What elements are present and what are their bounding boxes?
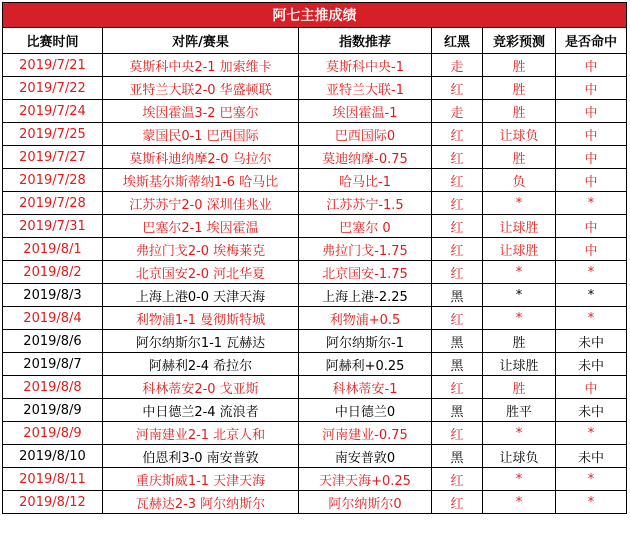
cell-match: 埃因霍温3-2 巴塞尔 — [103, 100, 299, 123]
cell-date: 2019/8/2 — [3, 261, 103, 284]
cell-prediction: * — [483, 422, 556, 445]
cell-match: 阿尔纳斯尔1-1 瓦赫达 — [103, 330, 299, 353]
cell-result: 红 — [432, 261, 483, 284]
cell-match: 阿赫利2-4 希拉尔 — [103, 353, 299, 376]
cell-prediction: 胜 — [483, 100, 556, 123]
cell-tip: 天津天海+0.25 — [299, 468, 432, 491]
table-row — [3, 468, 627, 491]
table-row — [3, 445, 627, 468]
table-row — [3, 422, 627, 445]
cell-result: 黑 — [432, 330, 483, 353]
table-row — [3, 261, 627, 284]
table-row — [3, 169, 627, 192]
table-row — [3, 238, 627, 261]
cell-match: 弗拉门戈2-0 埃梅莱克 — [103, 238, 299, 261]
cell-prediction: * — [483, 192, 556, 215]
cell-tip: 中日德兰0 — [299, 399, 432, 422]
cell-prediction: 让球胜 — [483, 238, 556, 261]
table-row — [3, 491, 627, 514]
cell-date: 2019/7/31 — [3, 215, 103, 238]
cell-prediction: 让球负 — [483, 123, 556, 146]
header-date: 比赛时间 — [3, 28, 103, 54]
table-row — [3, 376, 627, 399]
table-row — [3, 399, 627, 422]
cell-prediction: 胜 — [483, 54, 556, 77]
cell-hit: 中 — [556, 54, 627, 77]
title-row — [3, 3, 627, 28]
cell-date: 2019/8/11 — [3, 468, 103, 491]
cell-hit: * — [556, 307, 627, 330]
cell-prediction: 让球胜 — [483, 215, 556, 238]
cell-result: 黑 — [432, 399, 483, 422]
cell-result: 红 — [432, 376, 483, 399]
cell-hit: 中 — [556, 376, 627, 399]
cell-tip: 亚特兰大联-1 — [299, 77, 432, 100]
cell-prediction: 让球胜 — [483, 353, 556, 376]
cell-match: 巴塞尔2-1 埃因霍温 — [103, 215, 299, 238]
cell-result: 红 — [432, 192, 483, 215]
cell-prediction: * — [483, 307, 556, 330]
cell-tip: 阿赫利+0.25 — [299, 353, 432, 376]
cell-result: 红 — [432, 422, 483, 445]
cell-tip: 埃因霍温-1 — [299, 100, 432, 123]
cell-prediction: 负 — [483, 169, 556, 192]
cell-tip: 南安普敦0 — [299, 445, 432, 468]
cell-prediction: 胜 — [483, 376, 556, 399]
cell-hit: * — [556, 284, 627, 307]
table-row — [3, 123, 627, 146]
cell-tip: 江苏苏宁-1.5 — [299, 192, 432, 215]
cell-match: 莫斯科迪纳摩2-0 乌拉尔 — [103, 146, 299, 169]
cell-tip: 利物浦+0.5 — [299, 307, 432, 330]
cell-hit: * — [556, 468, 627, 491]
cell-hit: 未中 — [556, 353, 627, 376]
table-row — [3, 330, 627, 353]
cell-result: 红 — [432, 215, 483, 238]
cell-date: 2019/7/25 — [3, 123, 103, 146]
cell-hit: 未中 — [556, 399, 627, 422]
cell-prediction: 胜平 — [483, 399, 556, 422]
table-body — [3, 54, 627, 514]
cell-prediction: 胜 — [483, 77, 556, 100]
cell-result: 走 — [432, 100, 483, 123]
table-row — [3, 192, 627, 215]
cell-tip: 莫斯科中央-1 — [299, 54, 432, 77]
cell-tip: 巴西国际0 — [299, 123, 432, 146]
cell-tip: 科林蒂安-1 — [299, 376, 432, 399]
cell-date: 2019/7/24 — [3, 100, 103, 123]
header-tip: 指数推荐 — [299, 28, 432, 54]
cell-date: 2019/7/27 — [3, 146, 103, 169]
cell-result: 红 — [432, 146, 483, 169]
cell-hit: 中 — [556, 215, 627, 238]
table-row — [3, 353, 627, 376]
cell-date: 2019/8/10 — [3, 445, 103, 468]
table-row — [3, 54, 627, 77]
cell-match: 瓦赫达2-3 阿尔纳斯尔 — [103, 491, 299, 514]
cell-date: 2019/8/4 — [3, 307, 103, 330]
cell-tip: 阿尔纳斯尔0 — [299, 491, 432, 514]
table-row — [3, 146, 627, 169]
table-row — [3, 215, 627, 238]
cell-tip: 北京国安-1.75 — [299, 261, 432, 284]
cell-match: 中日德兰2-4 流浪者 — [103, 399, 299, 422]
cell-result: 红 — [432, 238, 483, 261]
header-prediction: 竞彩预测 — [483, 28, 556, 54]
cell-prediction: * — [483, 491, 556, 514]
cell-date: 2019/8/8 — [3, 376, 103, 399]
header-result: 红黑 — [432, 28, 483, 54]
cell-date: 2019/8/9 — [3, 422, 103, 445]
cell-tip: 巴塞尔 0 — [299, 215, 432, 238]
results-table — [2, 2, 627, 514]
cell-prediction: 胜 — [483, 146, 556, 169]
cell-date: 2019/8/9 — [3, 399, 103, 422]
cell-prediction: 让球负 — [483, 445, 556, 468]
cell-result: 红 — [432, 169, 483, 192]
cell-match: 伯恩利3-0 南安普敦 — [103, 445, 299, 468]
cell-hit: 未中 — [556, 330, 627, 353]
cell-hit: 中 — [556, 77, 627, 100]
cell-match: 利物浦1-1 曼彻斯特城 — [103, 307, 299, 330]
results-table-container — [2, 2, 626, 514]
cell-result: 走 — [432, 54, 483, 77]
cell-date: 2019/8/7 — [3, 353, 103, 376]
cell-date: 2019/7/28 — [3, 192, 103, 215]
cell-date: 2019/8/1 — [3, 238, 103, 261]
cell-prediction: 胜 — [483, 330, 556, 353]
cell-hit: * — [556, 422, 627, 445]
table-row — [3, 77, 627, 100]
table-row — [3, 307, 627, 330]
cell-match: 重庆斯威1-1 天津天海 — [103, 468, 299, 491]
cell-prediction: * — [483, 261, 556, 284]
cell-date: 2019/7/28 — [3, 169, 103, 192]
header-match: 对阵/赛果 — [103, 28, 299, 54]
cell-match: 上海上港0-0 天津天海 — [103, 284, 299, 307]
cell-prediction: * — [483, 284, 556, 307]
table-row — [3, 100, 627, 123]
cell-match: 蒙国民0-1 巴西国际 — [103, 123, 299, 146]
cell-match: 北京国安2-0 河北华夏 — [103, 261, 299, 284]
cell-hit: * — [556, 192, 627, 215]
cell-result: 红 — [432, 468, 483, 491]
cell-tip: 哈马比-1 — [299, 169, 432, 192]
cell-match: 埃斯基尔斯蒂纳1-6 哈马比 — [103, 169, 299, 192]
cell-match: 河南建业2-1 北京人和 — [103, 422, 299, 445]
cell-hit: 未中 — [556, 445, 627, 468]
header-hit: 是否命中 — [556, 28, 627, 54]
header-row — [3, 28, 627, 54]
cell-date: 2019/8/3 — [3, 284, 103, 307]
cell-hit: 中 — [556, 169, 627, 192]
cell-match: 科林蒂安2-0 戈亚斯 — [103, 376, 299, 399]
cell-result: 红 — [432, 307, 483, 330]
cell-match: 亚特兰大联2-0 华盛顿联 — [103, 77, 299, 100]
cell-hit: 中 — [556, 123, 627, 146]
cell-result: 黑 — [432, 284, 483, 307]
cell-date: 2019/7/21 — [3, 54, 103, 77]
table-row — [3, 284, 627, 307]
cell-tip: 莫迪纳摩-0.75 — [299, 146, 432, 169]
cell-match: 江苏苏宁2-0 深圳佳兆业 — [103, 192, 299, 215]
table-title: 阿七主推成绩 — [3, 3, 627, 28]
cell-hit: 中 — [556, 100, 627, 123]
cell-prediction: * — [483, 468, 556, 491]
cell-tip: 阿尔纳斯尔-1 — [299, 330, 432, 353]
cell-date: 2019/7/22 — [3, 77, 103, 100]
cell-hit: 中 — [556, 146, 627, 169]
cell-match: 莫斯科中央2-1 加索维卡 — [103, 54, 299, 77]
cell-date: 2019/8/12 — [3, 491, 103, 514]
cell-hit: 中 — [556, 238, 627, 261]
cell-tip: 上海上港-2.25 — [299, 284, 432, 307]
cell-hit: * — [556, 261, 627, 284]
cell-date: 2019/8/6 — [3, 330, 103, 353]
cell-hit: * — [556, 491, 627, 514]
cell-result: 黑 — [432, 445, 483, 468]
cell-result: 红 — [432, 491, 483, 514]
cell-tip: 弗拉门戈-1.75 — [299, 238, 432, 261]
cell-result: 红 — [432, 77, 483, 100]
cell-tip: 河南建业-0.75 — [299, 422, 432, 445]
cell-result: 红 — [432, 123, 483, 146]
cell-result: 黑 — [432, 353, 483, 376]
